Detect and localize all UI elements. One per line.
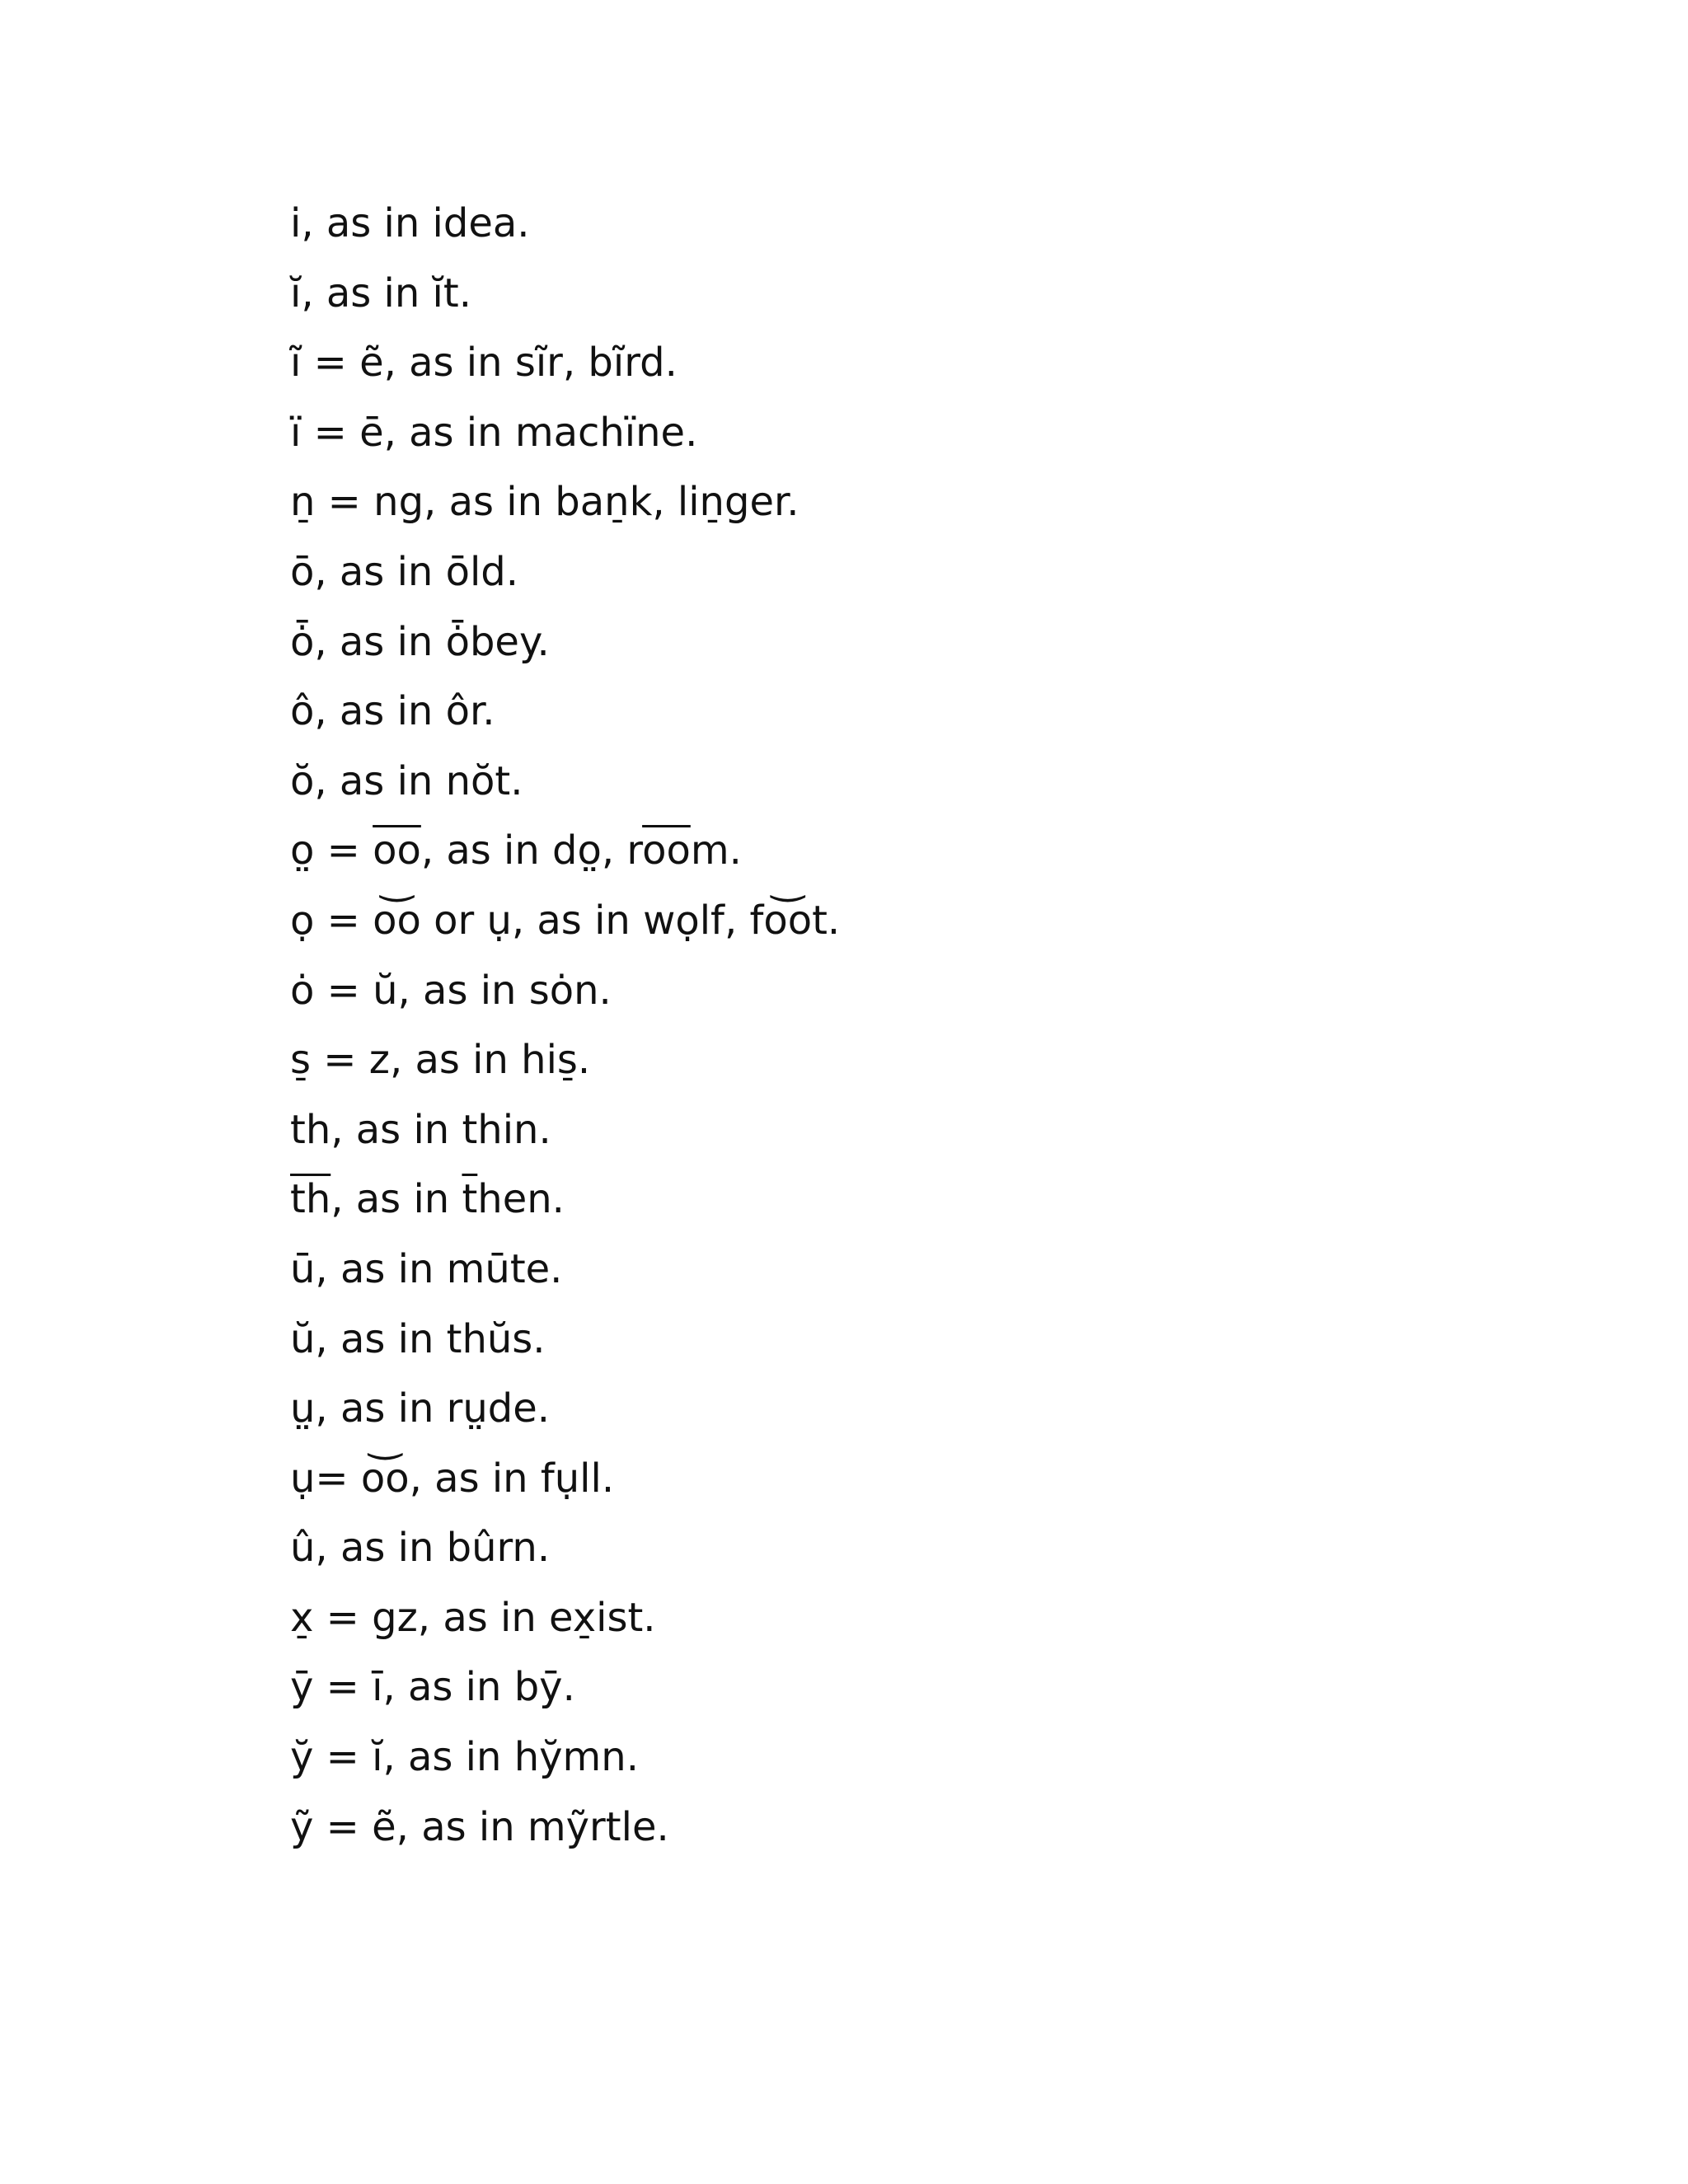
- key-line-text: m.: [690, 827, 742, 874]
- key-line: ŭ, as in thŭs.: [290, 1315, 546, 1362]
- key-line-overlined: [290, 1170, 840, 1240]
- key-line: x̠ = gz, as in ex̠ist.: [290, 1594, 656, 1641]
- key-line: ŏ, as in nŏt.: [290, 757, 523, 804]
- overlined-text: $\overline{t}$: [462, 1176, 478, 1223]
- key-line: i, as in idea.: [290, 200, 530, 246]
- overlined-text: $\overline{oo}$: [642, 827, 691, 874]
- key-line: ỹ = ẽ, as in mỹrtle.: [290, 1803, 669, 1850]
- key-line: ō, as in ōld.: [290, 548, 519, 595]
- key-line: ô, as in ôr.: [290, 688, 495, 735]
- key-line: ọ = o͝o or ụ, as in wọlf, fo͝ot.: [290, 897, 841, 944]
- key-line: ȳ = ī, as in bȳ.: [290, 1664, 575, 1711]
- key-line: ȱ, as in ȱbey.: [290, 618, 550, 665]
- key-line-text: o̤ =: [290, 827, 373, 874]
- key-line: ṳ, as in rṳde.: [290, 1385, 551, 1432]
- key-line: ȯ = ŭ, as in sȯn.: [290, 967, 612, 1014]
- pronunciation-key-list: [290, 194, 840, 1868]
- key-line-overlined: [290, 822, 840, 892]
- key-line: th, as in thin.: [290, 1106, 551, 1153]
- key-line: y̆ = ĭ, as in hy̆mn.: [290, 1734, 639, 1781]
- overlined-text: $\overline{oo}$: [373, 827, 421, 874]
- key-line: û, as in bûrn.: [290, 1525, 551, 1572]
- key-line-text: , as in do̤, r: [420, 827, 643, 874]
- key-line: ụ= o͝o, as in fụll.: [290, 1455, 615, 1502]
- key-line: ï = ē, as in machïne.: [290, 409, 698, 456]
- key-line: ū, as in mūte.: [290, 1245, 563, 1292]
- key-line: ĩ = ẽ, as in sĩr, bĩrd.: [290, 340, 678, 387]
- key-line-text: hen.: [477, 1176, 565, 1223]
- key-line: n̠ = ng, as in ban̠k, lin̠ger.: [290, 479, 799, 526]
- key-line: ĭ, as in ĭt.: [290, 269, 471, 316]
- key-line-text: , as in: [331, 1176, 462, 1223]
- key-line: s̠ = z, as in his̠.: [290, 1037, 591, 1084]
- overlined-text: $\overline{th}$: [290, 1176, 331, 1223]
